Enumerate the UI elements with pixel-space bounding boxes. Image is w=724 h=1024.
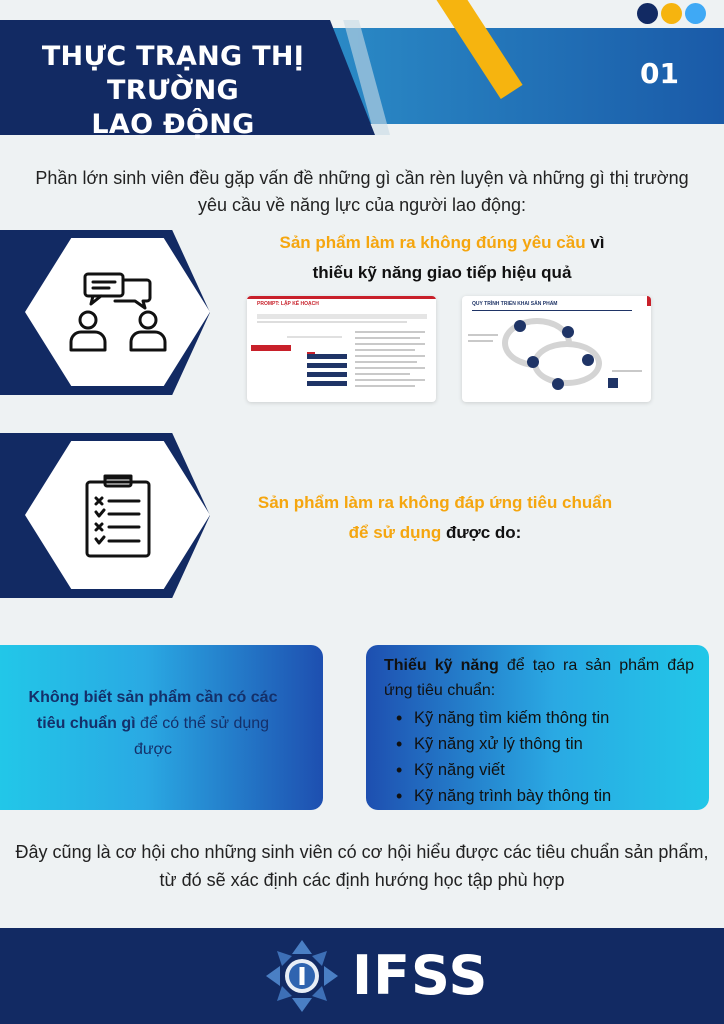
point-2-highlight: Sản phẩm làm ra không đáp ứng tiêu chuẩn để sử dụng: [257, 493, 613, 542]
title-line-1: THỰC TRẠNG THỊ TRƯỜNG: [41, 41, 305, 106]
dot-navy: [637, 3, 658, 24]
point-1-highlight: Sản phẩm làm ra không đúng yêu cầu: [279, 233, 586, 252]
outro-text: Đây cũng là cơ hội cho những sinh viên có cơ hội hiểu được các tiêu chuẩn sản phẩm, từ đó sẽ xác định các định hướng học tập phù hợp: [15, 842, 709, 890]
cause-right-bold: Thiếu kỹ năng: [384, 657, 499, 674]
checklist-icon: [83, 472, 153, 558]
cause-box-left: [0, 645, 323, 810]
point-1-connector: vì: [585, 233, 605, 252]
ifss-logo-icon: [264, 938, 340, 1014]
conversation-icon: [63, 272, 173, 352]
list-item: • Kỹ năng viết: [384, 757, 694, 783]
point-1-rest: thiếu kỹ năng giao tiếp hiệu quả: [312, 263, 572, 282]
cause-right-rest: để tạo ra sản phẩm đáp ứng tiêu chuẩn:: [384, 657, 694, 699]
dot-blue: [685, 3, 706, 24]
brand-name: IFSS: [352, 944, 489, 1007]
point-1-text: [222, 228, 662, 288]
cause-left-text: [28, 685, 278, 763]
list-item: • Kỹ năng tìm kiếm thông tin: [384, 705, 694, 731]
header: [0, 0, 724, 140]
document-thumbnail-1: [247, 296, 436, 402]
point-2-rest: được do:: [441, 523, 522, 542]
list-item: • Kỹ năng xử lý thông tin: [384, 731, 694, 757]
dot-yellow: [661, 3, 682, 24]
doc-2-title: QUY TRÌNH TRIỂN KHAI SẢN PHẨM: [472, 301, 558, 307]
intro-text: Phần lớn sinh viên đều gặp vấn đề những gì cần rèn luyện và những gì thị trường yêu cầu về năng lực của người lao động:: [35, 168, 689, 215]
list-item: • Kỹ năng trình bày thông tin: [384, 783, 694, 809]
cause-right-text: [384, 653, 694, 809]
document-thumbnail-2: [462, 296, 651, 402]
page-title: [8, 40, 338, 142]
cause-left-bold: Không biết sản phẩm cần có các tiêu chuẩn gì: [28, 689, 278, 732]
cause-box-right: [366, 645, 709, 810]
skills-list: [384, 705, 694, 809]
header-dots: [637, 3, 706, 24]
footer: [0, 928, 724, 1024]
title-line-2: LAO ĐỘNG: [91, 109, 255, 140]
section-number: 01: [640, 57, 679, 90]
point-2-text: [255, 488, 615, 548]
doc-1-title: PROMPT: LẬP KẾ HOẠCH: [257, 301, 319, 307]
cause-left-rest: để có thể sử dụng được: [133, 715, 270, 758]
